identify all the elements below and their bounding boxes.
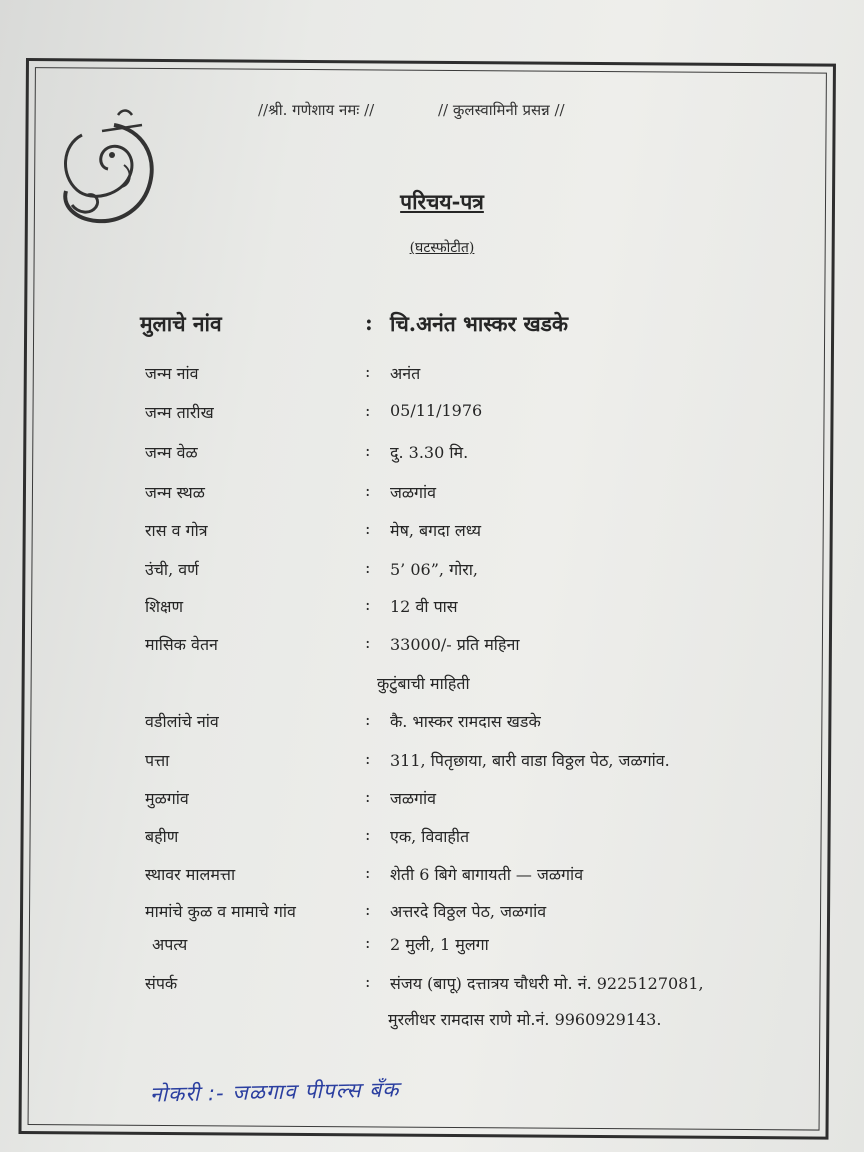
family-value: 2 मुली, 1 मुलगा bbox=[390, 935, 489, 954]
separator: : bbox=[365, 863, 371, 882]
separator: : bbox=[365, 633, 371, 652]
family-row-father bbox=[0, 710, 864, 740]
family-row-sister bbox=[0, 825, 864, 855]
detail-row-salary bbox=[0, 633, 864, 663]
detail-row-education bbox=[0, 595, 864, 625]
blessing-ganesh: //श्री. गणेशाय नमः // bbox=[258, 101, 375, 119]
separator: : bbox=[365, 595, 371, 614]
separator: : bbox=[365, 362, 371, 381]
separator: : bbox=[365, 558, 371, 577]
detail-value: 33000/- प्रति महिना bbox=[390, 635, 520, 654]
detail-row-birth-name bbox=[0, 362, 864, 392]
separator: : bbox=[365, 441, 371, 460]
detail-value: मेष, बगदा लध्य bbox=[390, 521, 482, 540]
detail-value: दु. 3.30 मि. bbox=[390, 443, 469, 462]
family-value: एक, विवाहीत bbox=[390, 827, 470, 846]
detail-label: जन्म नांव bbox=[145, 364, 199, 383]
family-row-maternal-uncle bbox=[0, 900, 864, 930]
detail-label: जन्म तारीख bbox=[145, 403, 214, 422]
separator: : bbox=[365, 825, 371, 844]
detail-value: 5’ 06”, गोरा, bbox=[390, 560, 478, 579]
separator: : bbox=[365, 787, 371, 806]
family-value: अत्तरदे विठ्ठल पेठ, जळगांव bbox=[390, 902, 547, 921]
document-title: परिचय-पत्र bbox=[400, 189, 484, 214]
detail-label: रास व गोत्र bbox=[145, 521, 208, 540]
separator: : bbox=[365, 481, 371, 500]
family-row-contact bbox=[0, 972, 864, 1002]
family-label: स्थावर मालमत्ता bbox=[145, 865, 236, 884]
handwritten-note: नोकरी :- जळगाव पीपल्स बँक bbox=[149, 1077, 400, 1107]
detail-value: 12 वी पास bbox=[390, 597, 458, 616]
detail-value: अनंत bbox=[390, 364, 421, 383]
family-value: संजय (बापू) दत्तात्रय चौधरी मो. नं. 9225127081, bbox=[390, 974, 704, 993]
family-row-address bbox=[0, 749, 864, 779]
groom-name-label: मुलाचे नांव bbox=[140, 311, 222, 336]
detail-label: जन्म स्थळ bbox=[145, 483, 205, 502]
contact-line-2: मुरलीधर रामदास राणे मो.नं. 9960929143. bbox=[388, 1010, 662, 1029]
family-label: मुळगांव bbox=[145, 789, 189, 808]
separator: : bbox=[365, 519, 371, 538]
detail-row-height-complexion bbox=[0, 558, 864, 588]
separator: : bbox=[365, 310, 373, 335]
detail-label: शिक्षण bbox=[145, 597, 184, 616]
detail-value: 05/11/1976 bbox=[390, 401, 483, 420]
detail-label: मासिक वेतन bbox=[145, 635, 218, 654]
separator: : bbox=[365, 900, 371, 919]
separator: : bbox=[365, 401, 371, 420]
blessing-kulswamini: // कुलस्वामिनी प्रसन्न // bbox=[438, 101, 565, 119]
detail-label: जन्म वेळ bbox=[145, 443, 198, 462]
document-subtitle: (घटस्फोटीत) bbox=[409, 240, 475, 256]
detail-row-birth-date bbox=[0, 401, 864, 431]
family-value: जळगांव bbox=[390, 789, 437, 808]
detail-row-birth-place bbox=[0, 481, 864, 511]
family-row-property bbox=[0, 863, 864, 893]
detail-row-rashi-gotra bbox=[0, 519, 864, 549]
family-label: वडीलांचे नांव bbox=[145, 712, 219, 731]
separator: : bbox=[365, 972, 371, 991]
family-label: पत्ता bbox=[145, 751, 170, 770]
separator: : bbox=[365, 710, 371, 729]
family-value: कै. भास्कर रामदास खडके bbox=[390, 712, 541, 731]
family-value: 311, पितृछाया, बारी वाडा विठ्ठल पेठ, जळगांव. bbox=[390, 751, 670, 770]
family-row-native-place bbox=[0, 787, 864, 817]
separator: : bbox=[365, 933, 371, 952]
family-label: बहीण bbox=[145, 827, 179, 846]
groom-name-row bbox=[0, 310, 864, 340]
family-row-children bbox=[0, 933, 864, 963]
separator: : bbox=[365, 749, 371, 768]
family-info-heading: कुटुंबाची माहिती bbox=[377, 674, 470, 693]
family-label: संपर्क bbox=[145, 974, 178, 993]
family-value: शेती 6 बिगे बागायती — जळगांव bbox=[390, 865, 584, 884]
detail-label: उंची, वर्ण bbox=[145, 560, 199, 579]
family-label: मामांचे कुळ व मामाचे गांव bbox=[145, 902, 296, 921]
family-label: अपत्य bbox=[152, 935, 188, 954]
detail-row-birth-time bbox=[0, 441, 864, 471]
detail-value: जळगांव bbox=[390, 483, 437, 502]
groom-name-value: चि.अनंत भास्कर खडके bbox=[390, 311, 569, 336]
